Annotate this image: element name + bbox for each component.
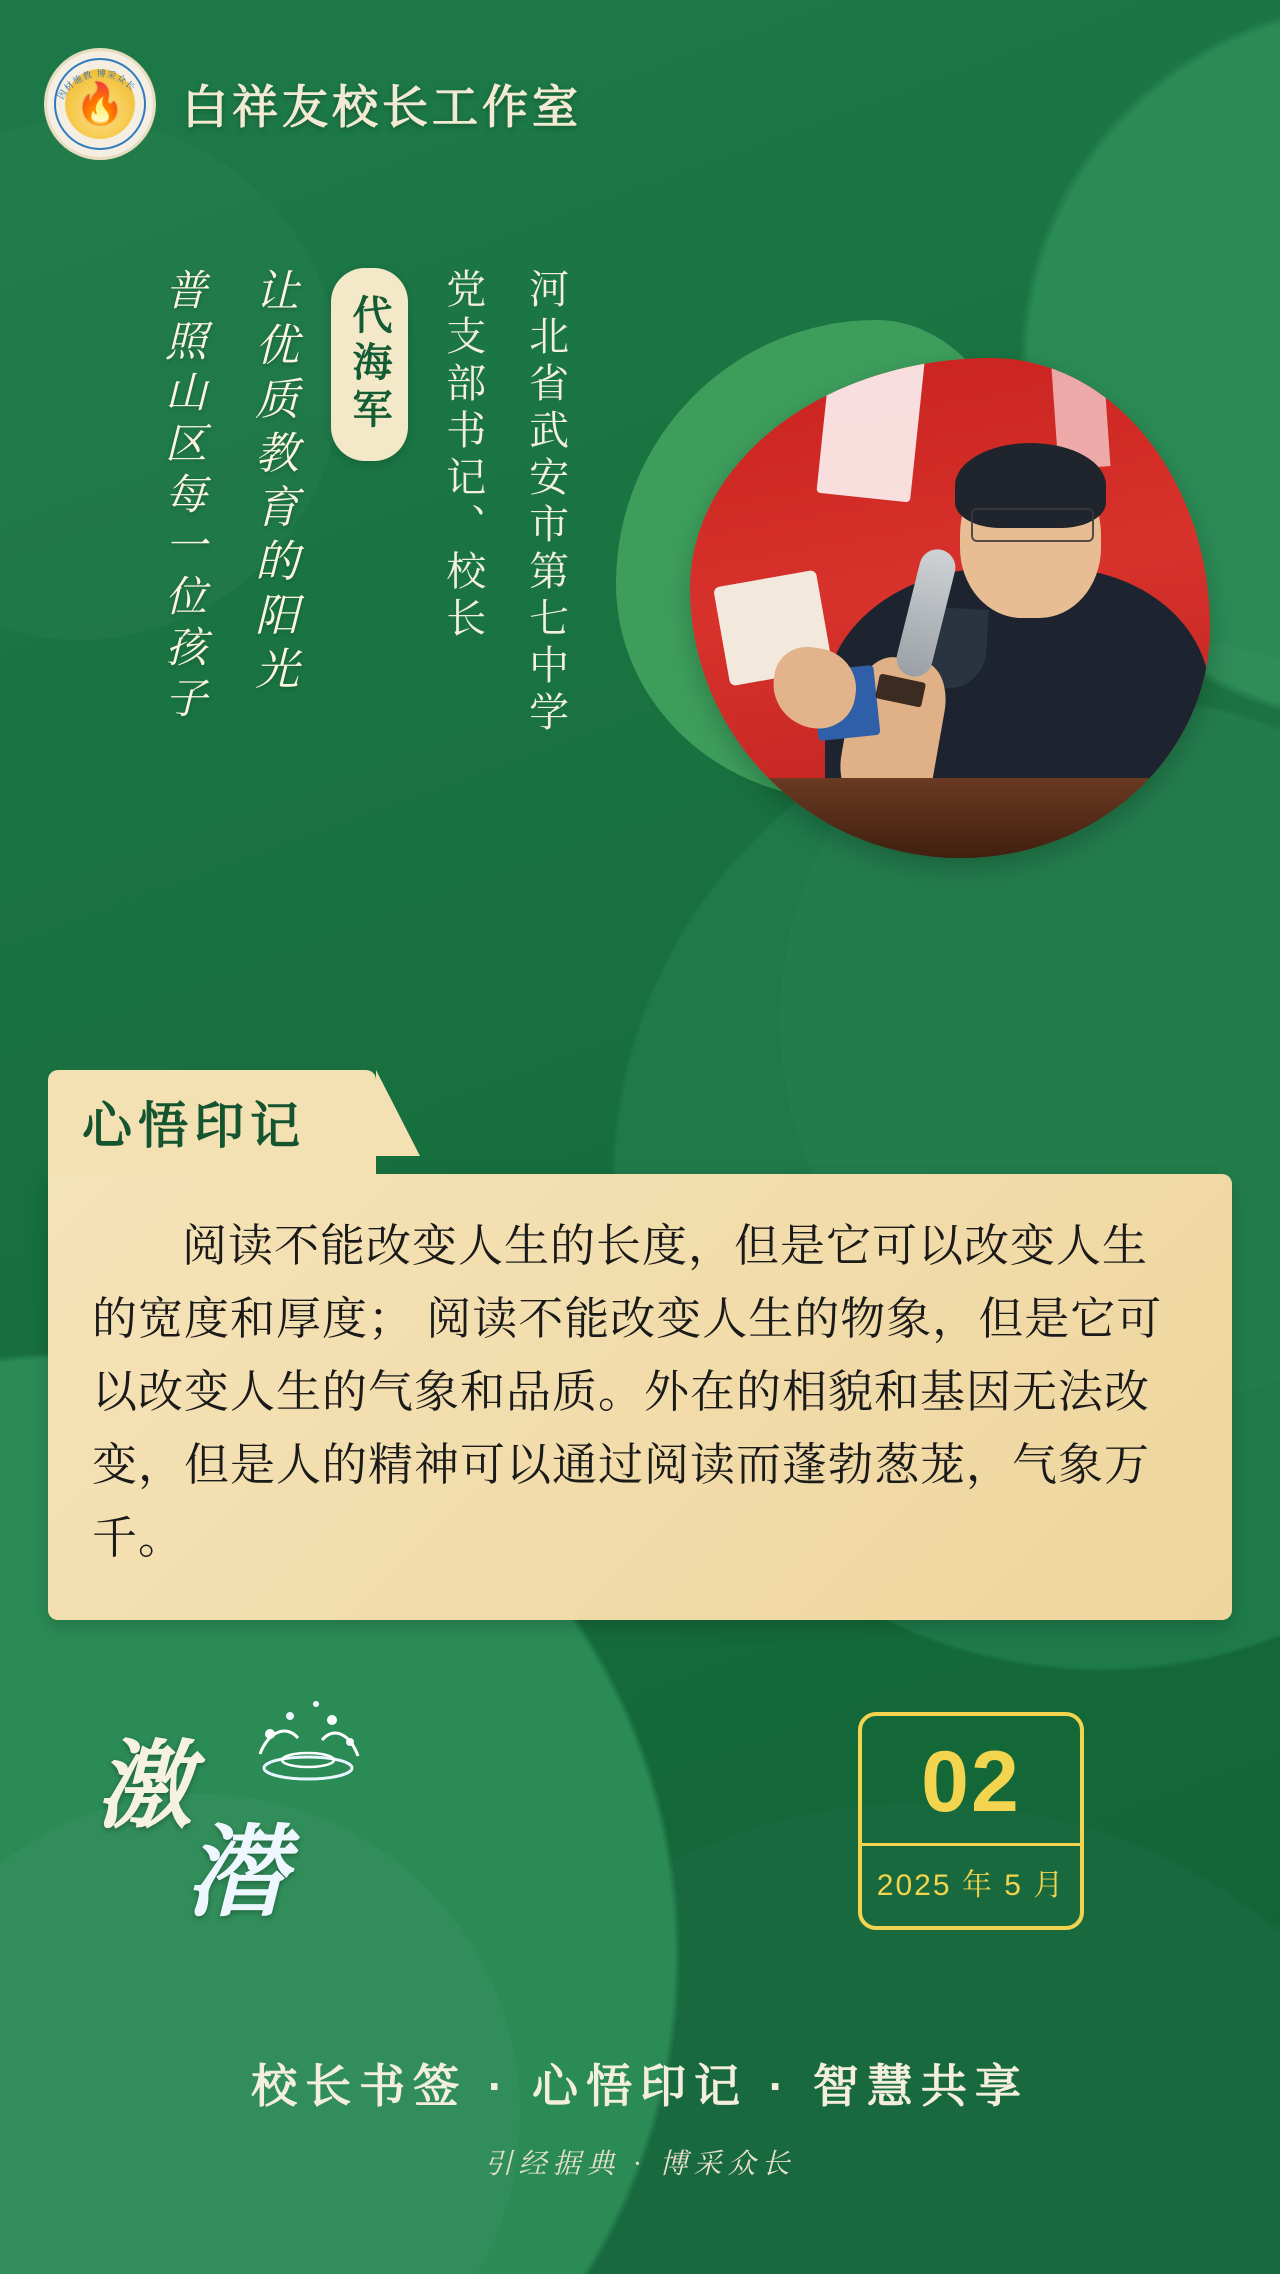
brand-char-1: 激: [96, 1733, 192, 1840]
podium: [690, 778, 1210, 858]
stage-banner-1: [817, 358, 928, 502]
portrait-block: [660, 320, 1220, 900]
photo-scene: [690, 358, 1210, 858]
studio-logo: [44, 48, 156, 160]
issue-number: 02: [921, 1733, 1021, 1830]
issue-divider: [862, 1843, 1080, 1846]
logo-arc-text-icon: [47, 51, 153, 157]
organization-line-2: 党支部书记、校长: [440, 268, 486, 644]
footer-line-1: 校长书签 · 心悟印记 · 智慧共享: [251, 2060, 1029, 2112]
person-name-badge: 代海军: [331, 268, 408, 461]
portrait-photo: [690, 358, 1210, 858]
issue-date: 2025 年 5 月: [876, 1868, 1066, 1902]
water-splash-icon: [246, 1694, 376, 1804]
quote-text: 阅读不能改变人生的长度，但是它可以改变人生的宽度和厚度； 阅读不能改变人生的物象，但是它可以改变人生的气象和品质。外在的相貌和基因无法改变，但是人的精神可以通过阅读而蓬勃葱茏，气象万千。: [48, 1174, 1232, 1620]
footer: [0, 2050, 1280, 2182]
svg-text:因材施教 博采众长: 因材施教 博采众长: [55, 68, 138, 101]
header: [44, 48, 582, 160]
page-title: 白祥友校长工作室: [182, 81, 582, 133]
brand-brush-logo: [96, 1700, 376, 1930]
quote-card: [48, 1070, 1232, 1620]
footer-line-2: 引经据典 · 博采众长: [484, 2149, 796, 2180]
issue-date-box: [858, 1712, 1084, 1930]
quote-tab-label: 心悟印记: [48, 1070, 376, 1174]
glasses-icon: [971, 508, 1095, 542]
motto-line-1: 让优质教育的阳光: [248, 268, 297, 700]
profile-vertical-text: [150, 268, 574, 738]
brand-char-2: 潜: [186, 1818, 286, 1929]
flame-icon: 🔥: [75, 82, 125, 126]
motto-line-2: 普照山区每一位孩子: [159, 268, 205, 727]
organization-line-1: 河北省武安市第七中学: [523, 268, 569, 738]
